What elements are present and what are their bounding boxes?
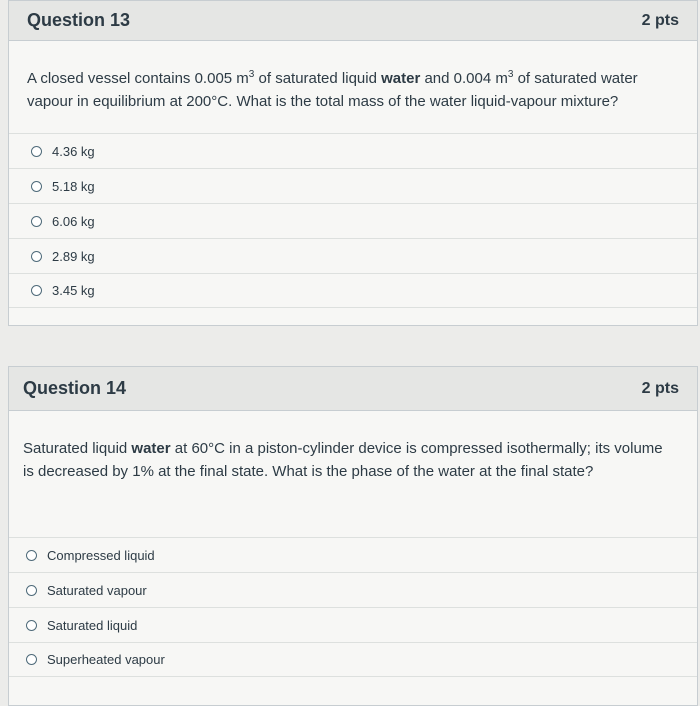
question-13-text: [9, 67, 697, 113]
answer-label: Compressed liquid: [47, 547, 155, 563]
answer-option[interactable]: [9, 273, 697, 308]
answer-label: Superheated vapour: [47, 652, 165, 667]
answer-option[interactable]: [9, 238, 697, 273]
answer-option[interactable]: [9, 168, 697, 203]
answer-option[interactable]: [9, 572, 697, 607]
answer-label: 4.36 kg: [52, 143, 95, 159]
answer-option[interactable]: [9, 133, 697, 168]
question-13-text-a: A closed vessel contains 0.005 m: [27, 70, 249, 87]
radio-button[interactable]: [31, 216, 42, 227]
radio-button[interactable]: [26, 620, 37, 631]
question-13-text-d: of saturated water vapour in equilibrium at 200°C. What is the total mass of the water liquid-vapour mixture?: [27, 70, 638, 110]
question-14-card: [8, 366, 698, 706]
question-14-text: [9, 437, 697, 483]
question-13-card: [8, 0, 698, 326]
question-13-answers: [9, 133, 697, 308]
radio-button[interactable]: [31, 251, 42, 262]
question-14-bold-a: water: [131, 440, 171, 457]
radio-button[interactable]: [31, 285, 42, 296]
question-13-bold-b: water: [381, 70, 421, 87]
question-14-text-a: Saturated liquid: [23, 440, 132, 457]
answer-label: 3.45 kg: [52, 283, 95, 298]
question-14-header: [9, 367, 697, 411]
radio-button[interactable]: [26, 550, 37, 561]
question-13-header: [9, 1, 697, 41]
question-13-sup-c: 3: [507, 69, 514, 80]
question-13-text-c: and 0.004 m: [420, 70, 508, 87]
answer-label: 6.06 kg: [52, 213, 95, 229]
radio-button[interactable]: [31, 146, 42, 157]
question-14-answers: [9, 537, 697, 677]
question-14-title: Question 14: [23, 378, 127, 398]
radio-button[interactable]: [26, 654, 37, 665]
question-14-points: 2 pts: [641, 379, 679, 397]
answer-label: Saturated vapour: [47, 582, 147, 598]
answer-option[interactable]: [9, 607, 697, 642]
answer-option[interactable]: [9, 537, 697, 572]
radio-button[interactable]: [31, 181, 42, 192]
answer-label: 2.89 kg: [52, 248, 95, 264]
question-13-text-b: of saturated liquid: [254, 70, 382, 87]
answer-label: 5.18 kg: [52, 178, 95, 194]
question-13-title: Question 13: [27, 10, 131, 30]
answer-label: Saturated liquid: [47, 617, 138, 633]
question-14-text-b: at 60°C in a piston-cylinder device is compressed isothermally; its volume is decreased by 1% at the final state. What is the phase of the water at the final state?: [23, 440, 663, 480]
answer-option[interactable]: [9, 642, 697, 677]
question-13-points: 2 pts: [641, 11, 679, 29]
answer-option[interactable]: [9, 203, 697, 238]
question-13-sup-a: 3: [248, 69, 255, 80]
radio-button[interactable]: [26, 585, 37, 596]
